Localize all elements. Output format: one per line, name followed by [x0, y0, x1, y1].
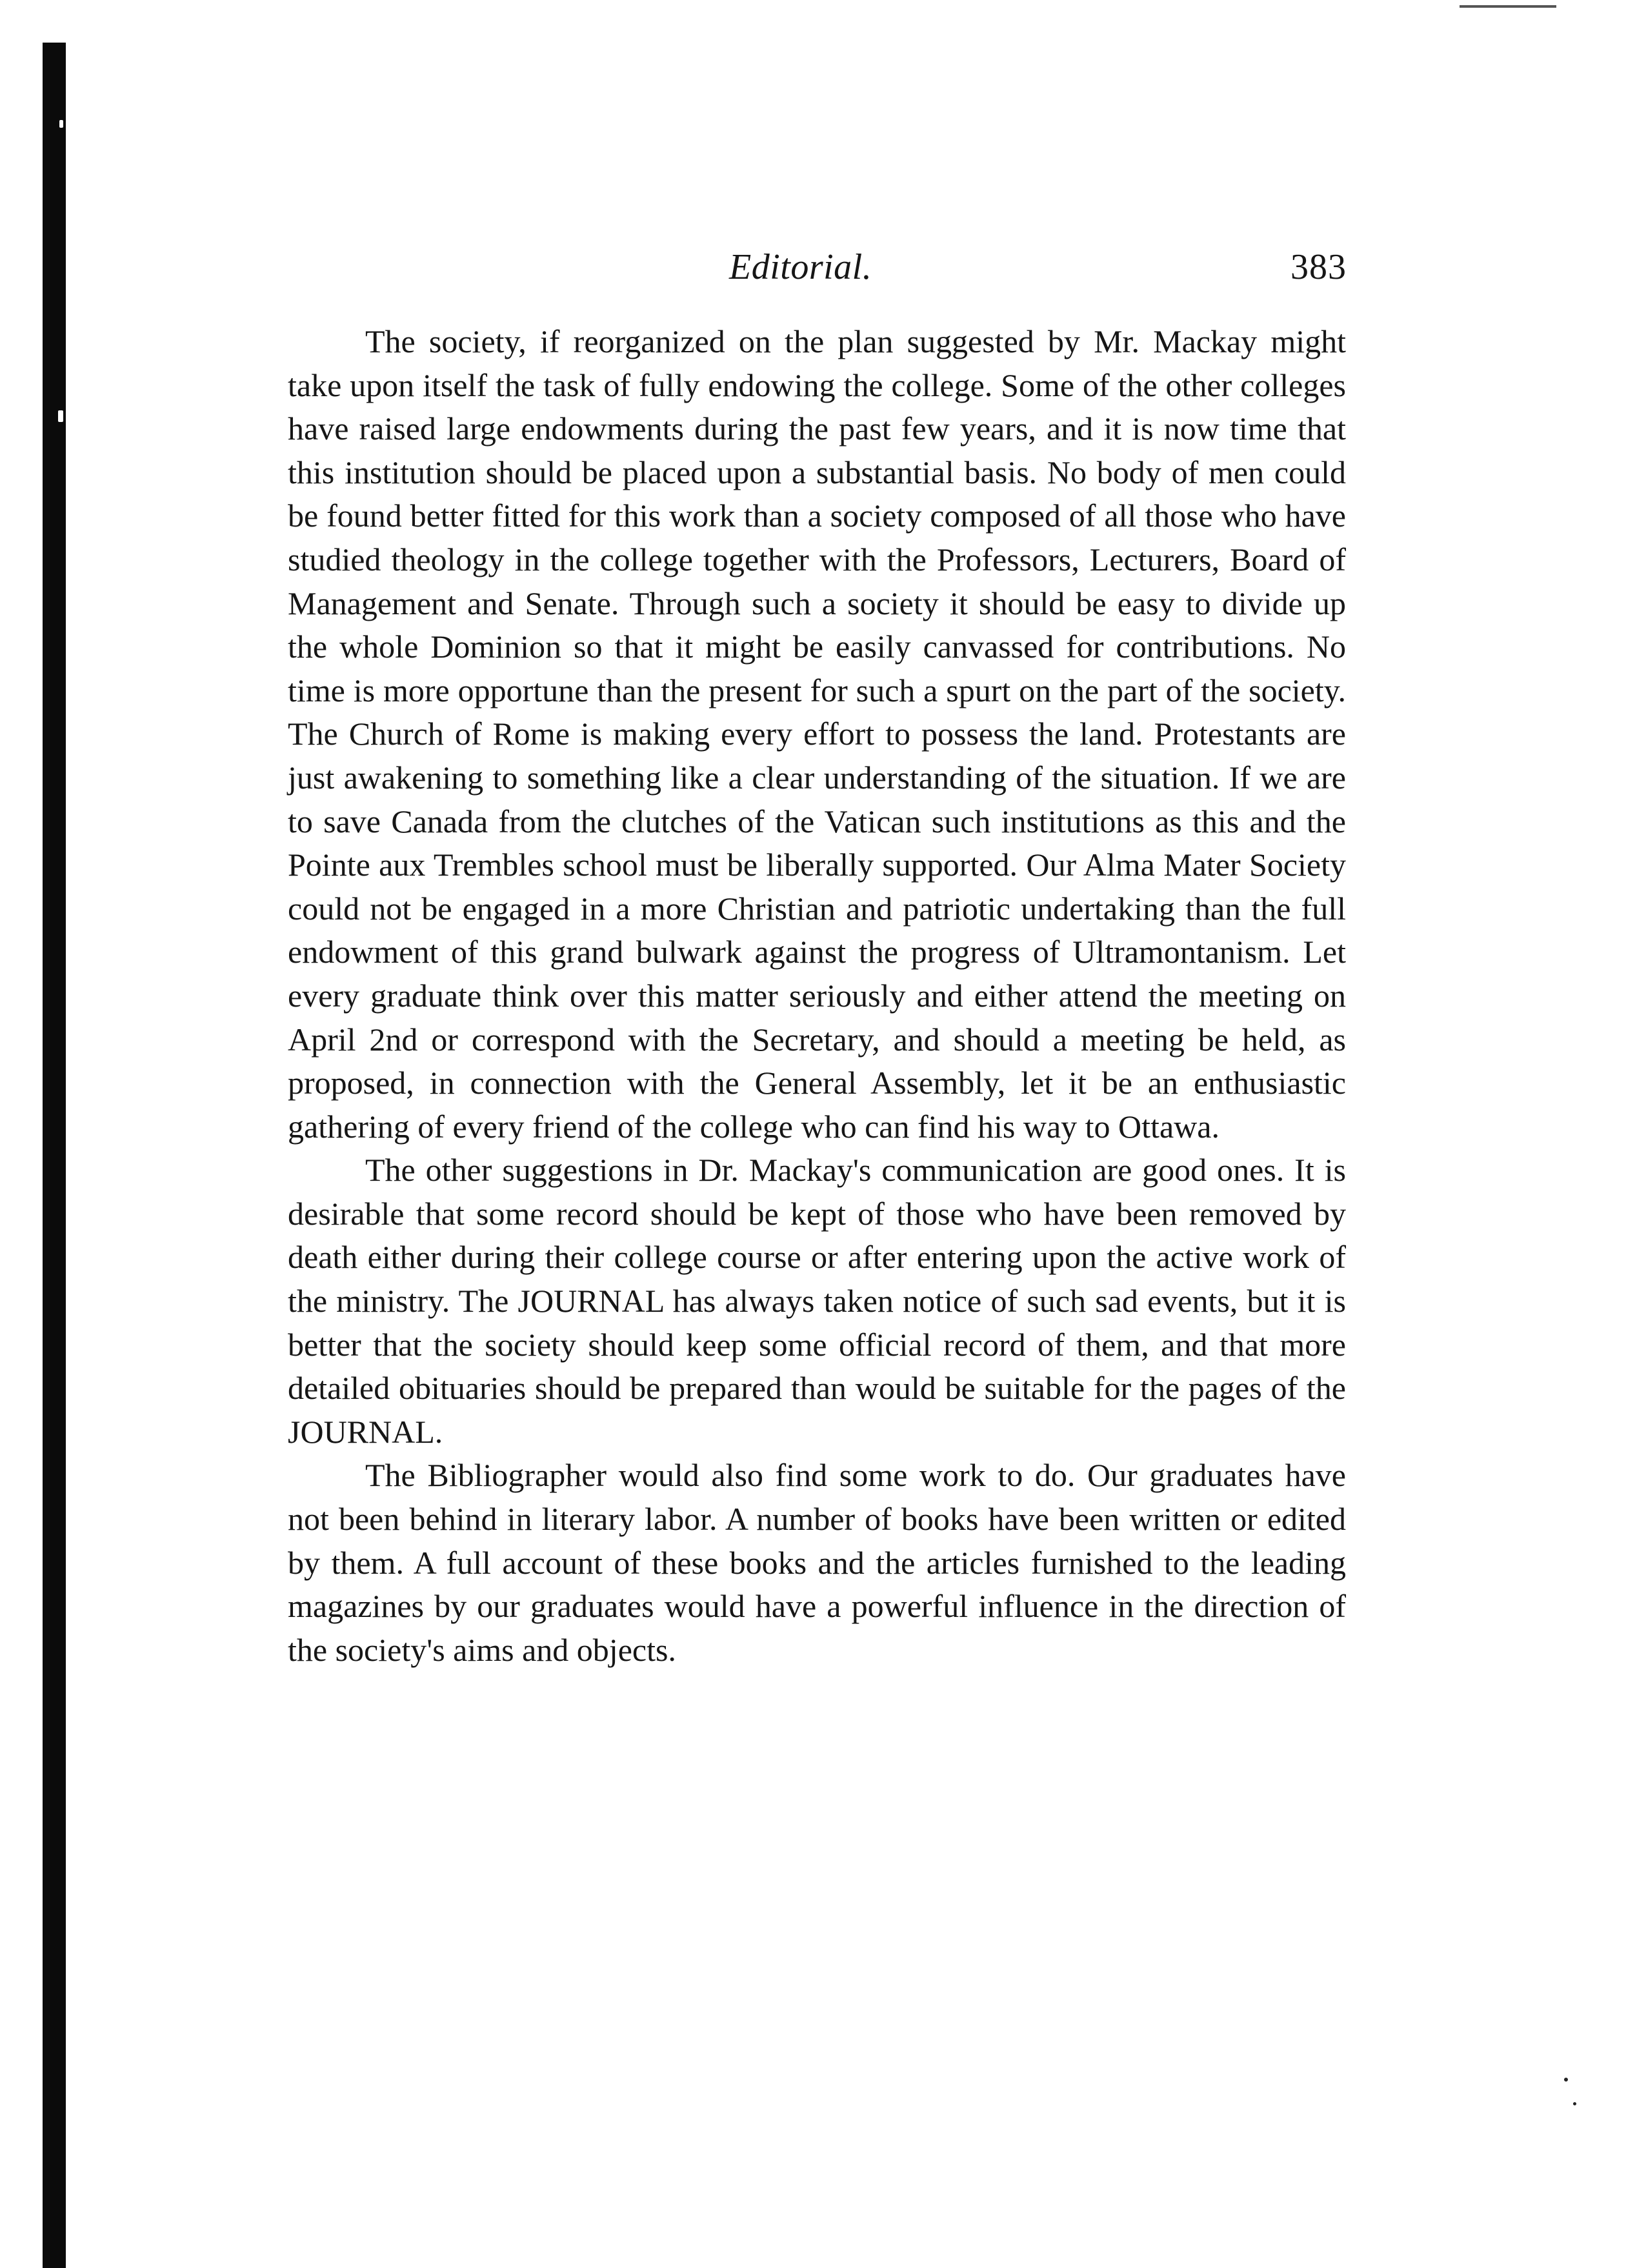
margin-speck [1564, 2078, 1568, 2082]
editorial-text-block [288, 320, 1346, 1672]
running-title: Editorial. [729, 247, 872, 287]
margin-speck [1573, 2102, 1576, 2105]
binding-edge-nick [59, 120, 63, 128]
binding-edge-nick [58, 410, 63, 422]
paragraph-bibliographer: The Bibliographer would also find some work to do. Our graduates have not been behind in literary labor. A number of books have been written or edited by them. A full account of these books and the articles furnished to the leading magazines by our graduates would have a powerful influence in the direction of the society's aims and objects. [288, 1457, 1346, 1668]
top-edge-rule [1460, 5, 1556, 8]
paragraph-society-endowment: The society, if reorganized on the plan suggested by Mr. Mackay might take upon itself the task of fully endowing the college. Some of the other colleges have raised large endowments during the past few years, and it is now time that this institution should be placed upon a substantial basis. No body of men could be found better fitted for this work than a society composed of all those who have studied theology in the college together with the Professors, Lecturers, Board of Management and Senate. Through such a society it should be easy to divide up the whole Dominion so that it might be easily canvassed for contributions. No time is more opportune than the present for such a spurt on the part of the society. The Church of Rome is making every effort to possess the land. Protestants are just awakening to something like a clear understanding of the situation. If we are to save Canada from the clutches of the Vatican such institutions as this and the Pointe aux Trembles school must be liberally supported. Our Alma Mater Society could not be engaged in a more Christian and patriotic undertaking than the full endowment of this grand bulwark against the progress of Ultramontanism. Let every graduate think over this matter seriously and either attend the meeting on April 2nd or correspond with the Secretary, and should a meeting be held, as proposed, in connection with the General Assembly, let it be an enthusiastic gathering of every friend of the college who can find his way to Ottawa. [288, 323, 1346, 1145]
running-head [0, 239, 1626, 297]
paragraph-records-obituaries: The other suggestions in Dr. Mackay's communication are good ones. It is desirable that some record should be kept of those who have been removed by death either during their college course or after entering upon the active work of the ministry. The JOURNAL has always taken notice of such sad events, but it is better that the society should keep some official record of them, and that more detailed obituaries should be prepared than would be suitable for the pages of the JOURNAL. [288, 1152, 1346, 1450]
page-number: 383 [1290, 247, 1347, 287]
page-binding-edge [43, 43, 66, 2268]
